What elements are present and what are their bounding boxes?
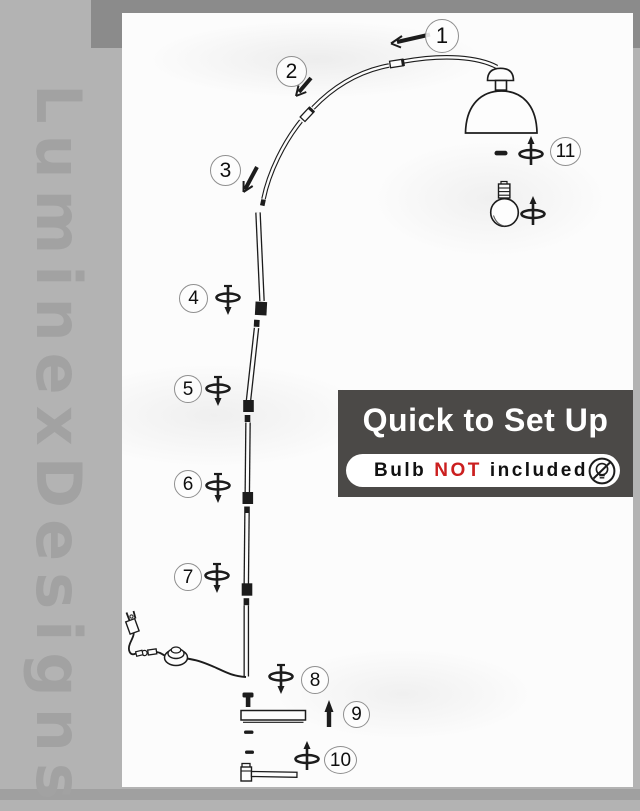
- base-plate: [241, 711, 306, 723]
- screw-rotate-down-icon: [206, 564, 229, 593]
- part-callout-10: [324, 746, 357, 774]
- part-number: 11: [556, 142, 576, 161]
- screw-rotate-up-icon: [296, 741, 319, 770]
- part-number: 5: [183, 380, 194, 399]
- lamp-pole: [242, 213, 267, 677]
- shade-screw-piece: [495, 151, 508, 156]
- brand-watermark: LuminexDesigns: [22, 84, 95, 811]
- part-callout-5: [174, 375, 202, 403]
- screw-rotate-down-icon: [207, 377, 230, 406]
- part-callout-4: [179, 284, 208, 313]
- quick-setup-banner: [338, 390, 633, 497]
- screw-rotate-down-icon: [217, 286, 240, 315]
- part-callout-6: [174, 470, 202, 498]
- arc-joint-connector: [300, 106, 315, 122]
- bulb-note-highlight: NOT: [434, 460, 482, 482]
- part-number: 7: [183, 568, 194, 587]
- part-number: 9: [351, 705, 362, 724]
- spacer-piece: [244, 731, 254, 734]
- part-number: 10: [330, 751, 351, 770]
- part-callout-7: [174, 563, 202, 591]
- part-number: 1: [436, 25, 448, 47]
- spacer-piece: [245, 751, 254, 754]
- part-callout-3: [210, 155, 241, 186]
- part-callout-11: [550, 137, 581, 166]
- part-callout-2: [276, 56, 307, 87]
- part-number: 2: [286, 61, 298, 82]
- lamp-shade: [466, 68, 538, 133]
- part-number: 8: [310, 671, 321, 690]
- part-number: 3: [220, 160, 232, 181]
- no-bulb-icon: [588, 457, 616, 485]
- bulb-not-included-pill: [346, 454, 620, 487]
- part-callout-1: [425, 19, 459, 53]
- insert-arrow-up-icon: [325, 700, 334, 727]
- part-callout-9: [343, 701, 370, 728]
- instruction-page: [122, 13, 633, 787]
- base-weight-rod: [241, 764, 297, 782]
- bulb-note-suffix: included: [490, 460, 588, 482]
- banner-title: Quick to Set Up: [338, 402, 633, 439]
- arc-joint-connector: [390, 59, 405, 69]
- bulb-note-text: [374, 460, 588, 482]
- screw-rotate-up-icon: [520, 136, 543, 165]
- bulb-note-prefix: Bulb: [374, 460, 426, 482]
- screw-rotate-down-icon: [270, 665, 293, 694]
- direction-arrow-icon: [244, 167, 258, 192]
- screw-rotate-down-icon: [207, 474, 230, 503]
- part-number: 6: [183, 475, 194, 494]
- screw-rotate-up-icon: [522, 196, 545, 225]
- power-plug-icon: [126, 611, 139, 634]
- base-bolt: [243, 693, 254, 708]
- light-bulb-icon: [491, 182, 519, 227]
- bottom-shadow-band: [0, 789, 640, 800]
- foot-switch: [126, 611, 246, 677]
- part-number: 4: [188, 289, 199, 308]
- part-callout-8: [301, 666, 329, 694]
